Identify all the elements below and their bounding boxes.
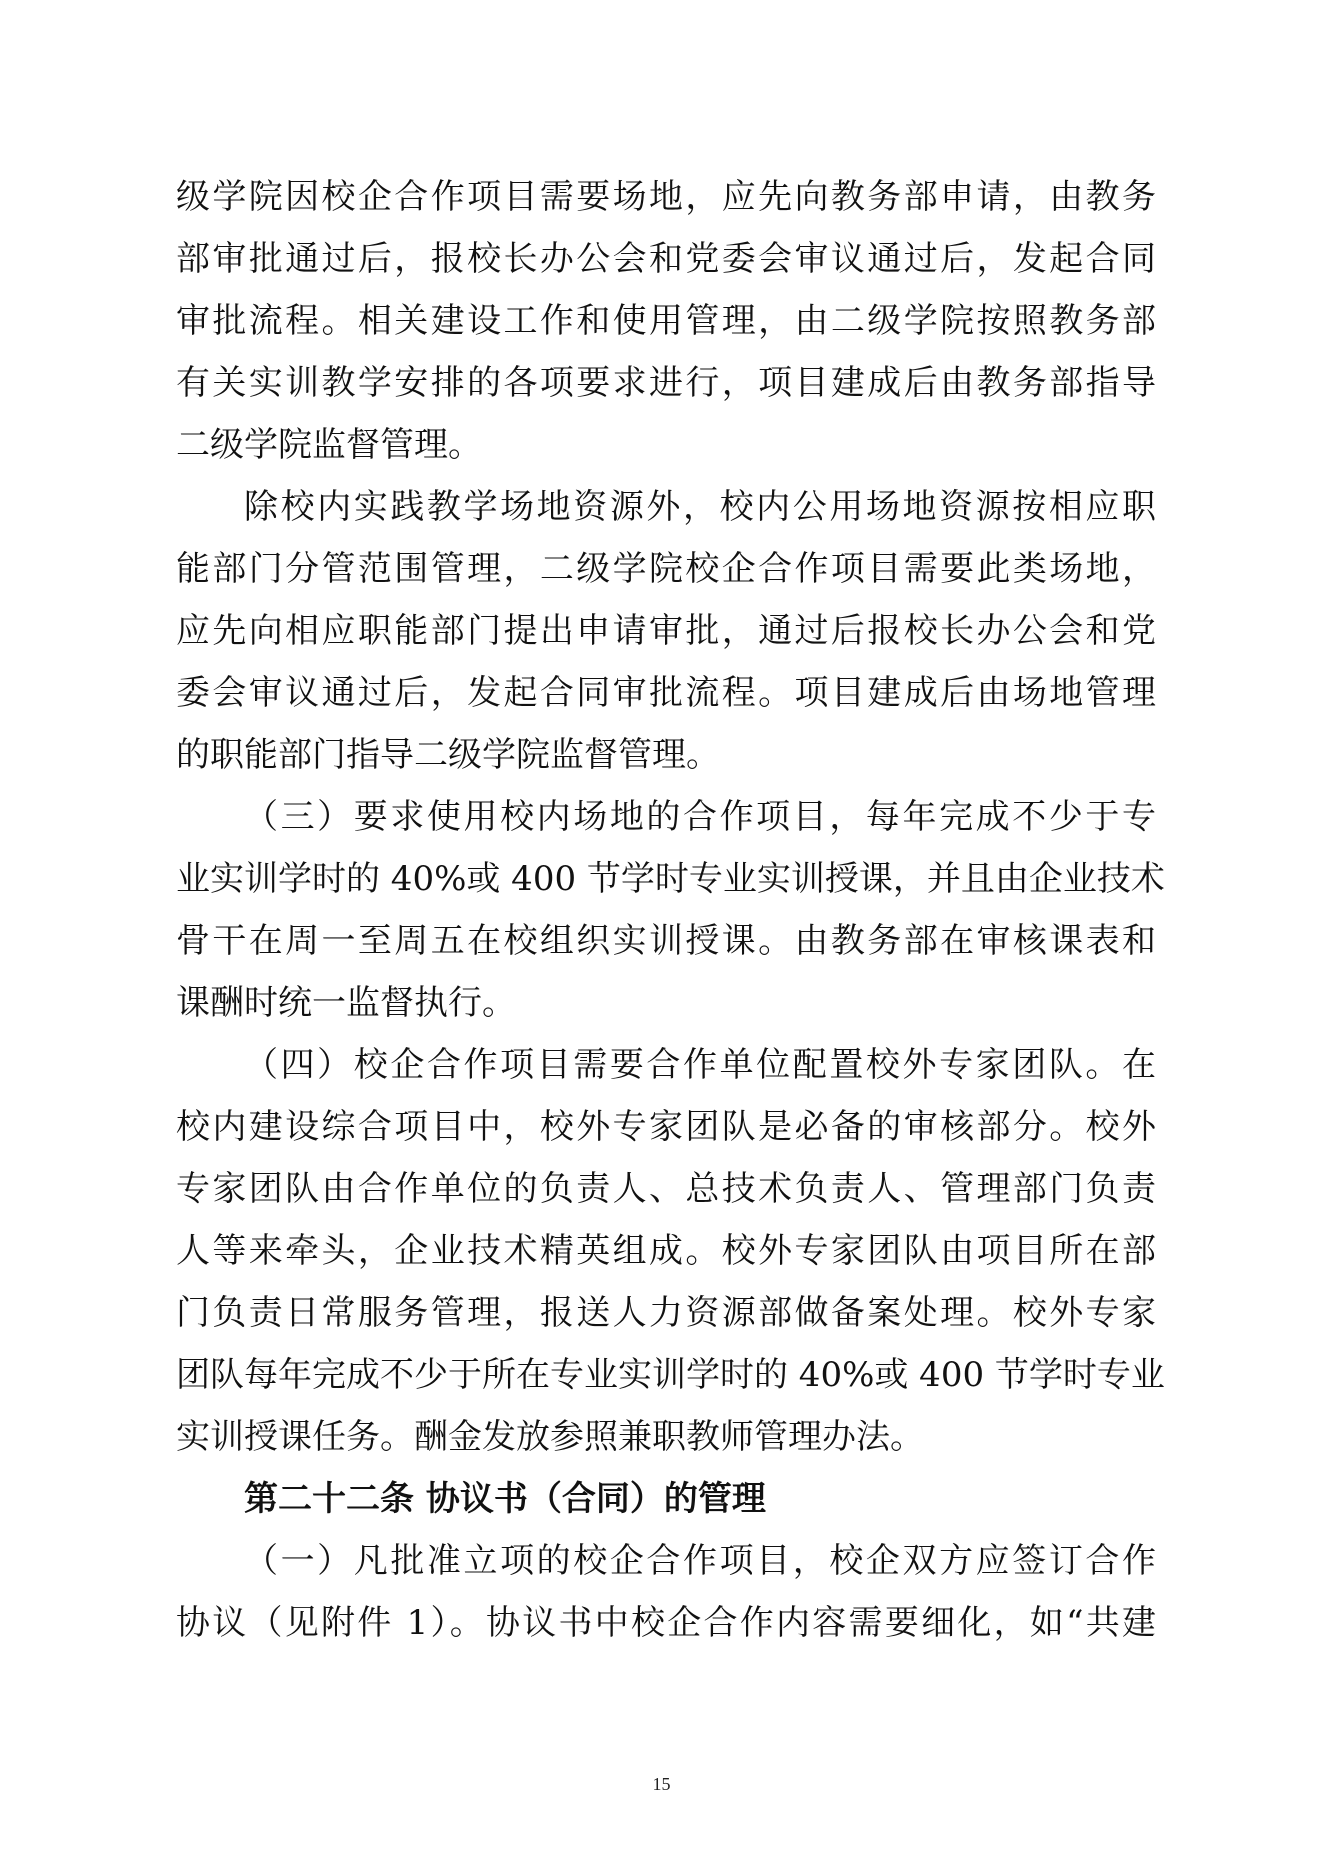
text-line: （一）凡批准立项的校企合作项目，校企双方应签订合作 (244, 1541, 1156, 1581)
text-line: 委会审议通过后，发起合同审批流程。项目建成后由场地管理 (176, 673, 1156, 713)
text-line: 门负责日常服务管理，报送人力资源部做备案处理。校外专家 (176, 1293, 1156, 1333)
text-line: 协议（见附件 1）。协议书中校企合作内容需要细化，如“共建 (176, 1603, 1156, 1643)
text-line: 实训授课任务。酬金发放参照兼职教师管理办法。 (176, 1417, 924, 1457)
text-line: 有关实训教学安排的各项要求进行，项目建成后由教务部指导 (176, 363, 1156, 403)
text-line: 业实训学时的 40%或 400 节学时专业实训授课，并且由企业技术 (176, 859, 1165, 899)
text-line: 除校内实践教学场地资源外，校内公用场地资源按相应职 (244, 487, 1156, 527)
document-body (176, 166, 1165, 1654)
text-line: 校内建设综合项目中，校外专家团队是必备的审核部分。校外 (176, 1107, 1156, 1147)
paragraph-3 (176, 786, 1165, 1034)
text-line: 能部门分管范围管理，二级学院校企合作项目需要此类场地， (176, 549, 1156, 589)
text-line: 人等来牵头，企业技术精英组成。校外专家团队由项目所在部 (176, 1231, 1156, 1271)
text-line: 二级学院监督管理。 (176, 425, 482, 465)
paragraph-5 (176, 1530, 1156, 1654)
text-line: 审批流程。相关建设工作和使用管理，由二级学院按照教务部 (176, 301, 1156, 341)
text-line: （四）校企合作项目需要合作单位配置校外专家团队。在 (244, 1045, 1156, 1085)
text-line: 团队每年完成不少于所在专业实训学时的 40%或 400 节学时专业 (176, 1355, 1165, 1395)
text-line: 专家团队由合作单位的负责人、总技术负责人、管理部门负责 (176, 1169, 1156, 1209)
text-line: （三）要求使用校内场地的合作项目，每年完成不少于专 (244, 797, 1156, 837)
text-line: 部审批通过后，报校长办公会和党委会审议通过后，发起合同 (176, 239, 1156, 279)
text-line: 骨干在周一至周五在校组织实训授课。由教务部在审核课表和 (176, 921, 1156, 961)
text-line: 的职能部门指导二级学院监督管理。 (176, 735, 720, 775)
section-heading: 第二十二条 协议书（合同）的管理 (244, 1479, 766, 1519)
text-line: 课酬时统一监督执行。 (176, 983, 516, 1023)
text-line: 应先向相应职能部门提出申请审批，通过后报校长办公会和党 (176, 611, 1156, 651)
paragraph-2 (176, 476, 1156, 786)
paragraph-4 (176, 1034, 1165, 1468)
paragraph-1 (176, 166, 1156, 476)
page-number: 15 (652, 1774, 671, 1794)
text-line: 级学院因校企合作项目需要场地，应先向教务部申请，由教务 (176, 177, 1156, 217)
